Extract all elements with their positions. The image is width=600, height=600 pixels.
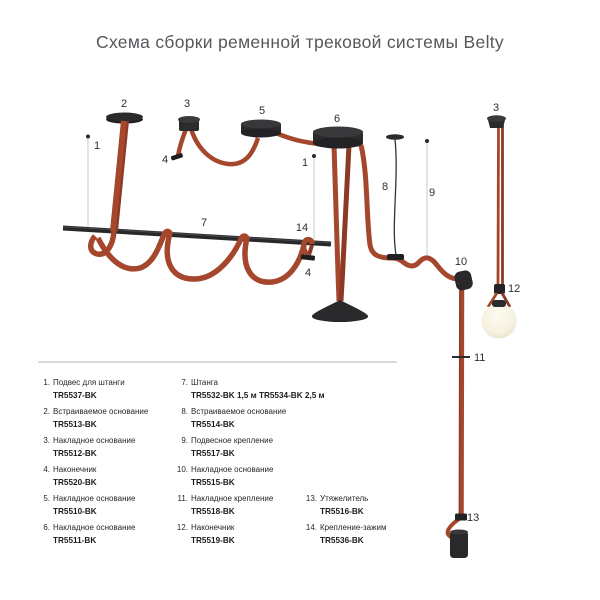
item-name: Накладное основание: [53, 494, 136, 503]
item-code: TR5536-BK: [320, 535, 364, 545]
part-label-4-left: 4: [161, 154, 169, 166]
item-code: TR5513-BK: [53, 419, 97, 429]
cone-body: [312, 300, 368, 322]
legend-item-10: [172, 465, 350, 494]
belt: [276, 133, 318, 144]
legend-item-1: [38, 378, 173, 407]
part-label-9: 9: [428, 187, 436, 199]
page-title: Схема сборки ременной трековой системы Belty: [96, 32, 504, 52]
legend-item-6: [38, 523, 173, 552]
item-name: Накладное крепление: [191, 494, 274, 503]
item-code: TR5516-BK: [320, 506, 364, 516]
item-name: Утяжелитель: [320, 494, 369, 503]
part-label-14: 14: [295, 222, 309, 234]
belt-edge: [459, 288, 460, 516]
base-top: [487, 115, 506, 121]
item-code: TR5537-BK: [53, 390, 97, 400]
surface-base-mid: [241, 120, 318, 145]
part-label-11: 11: [474, 352, 486, 364]
part-label-13: 13: [467, 512, 480, 524]
part-label-10: 10: [454, 256, 468, 268]
item-number: 7.: [181, 378, 188, 387]
item-name: Встраиваемое основание: [53, 407, 149, 416]
item-code: TR5515-BK: [191, 477, 235, 487]
item-code: TR5514-BK: [191, 419, 235, 429]
item-name: Подвесное крепление: [191, 436, 274, 445]
legend-item-5: [38, 494, 173, 523]
item-number: 8.: [181, 407, 188, 416]
belt: [462, 288, 463, 516]
part-label-2: 2: [120, 98, 128, 110]
dark-wire: [394, 139, 396, 255]
part-label-7: 7: [200, 217, 208, 229]
base-top: [178, 116, 200, 123]
item-code: TR5510-BK: [53, 506, 97, 516]
weight-assembly: [448, 514, 468, 559]
item-code: TR5518-BK: [191, 506, 235, 516]
legend-item-4: [38, 465, 173, 494]
ceiling-dot: [86, 135, 90, 139]
part-label-12: 12: [508, 283, 521, 295]
legend-item-2: [38, 407, 173, 436]
legend-item-3: [38, 436, 173, 465]
recessed-base-hanger: [386, 134, 404, 255]
belt: [334, 145, 339, 301]
hanger-fitting: [387, 254, 404, 260]
belt: [341, 145, 349, 301]
belt-strand: [309, 245, 312, 255]
part-label-5: 5: [258, 105, 266, 117]
rod-highlight: [63, 227, 331, 243]
part-label-1-left: 1: [93, 140, 101, 152]
item-number: 9.: [181, 436, 188, 445]
ceiling-dot: [312, 154, 316, 158]
item-name: Накладное основание: [53, 523, 136, 532]
legend-divider: [38, 361, 397, 363]
lamp-tip-clamp: [494, 284, 505, 294]
base-bottom: [241, 129, 281, 138]
item-name: Наконечник: [191, 523, 235, 532]
suspension-wire-left: [86, 135, 90, 232]
lamp-cap: [492, 300, 506, 307]
part-label-3-left: 3: [183, 98, 191, 110]
item-code: TR5512-BK: [53, 448, 97, 458]
weight-cylinder: [450, 531, 468, 558]
belt-strand: [498, 125, 499, 286]
part-label-6: 6: [333, 113, 341, 125]
item-name: Накладное основание: [53, 436, 136, 445]
item-code: TR5532-BK 1,5 м TR5534-BK 2,5 м: [191, 390, 325, 400]
item-number: 6.: [43, 523, 50, 532]
belt: [361, 145, 462, 281]
item-number: 4.: [43, 465, 50, 474]
item-number: 11.: [177, 494, 188, 503]
legend-column-3: [301, 494, 431, 552]
belt-vertical-right: [453, 269, 474, 516]
rod: [63, 228, 331, 244]
weight-top: [450, 530, 468, 535]
surface-base-right: [487, 115, 506, 286]
item-code: TR5511-BK: [53, 535, 97, 545]
item-number: 13.: [305, 494, 317, 503]
clamp: [455, 514, 467, 521]
item-name: Наконечник: [53, 465, 97, 474]
belts-from-main-base: [334, 145, 462, 301]
item-name: Крепление-зажим: [320, 523, 387, 532]
lamp-globe: [482, 304, 517, 339]
part-label-3-right: 3: [492, 102, 500, 114]
legend-item-9: [172, 436, 350, 465]
item-number: 5.: [43, 494, 50, 503]
part-label-4-rod: 4: [304, 267, 312, 279]
ceiling-dot: [425, 139, 429, 143]
item-code: TR5520-BK: [53, 477, 97, 487]
item-name: Накладное основание: [191, 465, 274, 474]
item-number: 2.: [43, 407, 50, 416]
item-code: TR5519-BK: [191, 535, 235, 545]
recessed-disc: [386, 134, 404, 140]
rod-end-tip: [301, 254, 315, 260]
belt-strand: [178, 129, 186, 156]
legend-item-14: [301, 523, 431, 552]
wall-base: [453, 269, 474, 291]
item-number: 10.: [176, 465, 188, 474]
suspension-wire-mid: [312, 154, 316, 240]
base-bottom: [313, 138, 363, 149]
legend-item-13: [301, 494, 431, 523]
disc: [106, 113, 143, 122]
item-code: TR5517-BK: [191, 448, 235, 458]
cone-shade: [312, 300, 368, 322]
base-top: [241, 120, 281, 129]
item-number: 1.: [43, 378, 50, 387]
base-top: [313, 127, 363, 138]
track-rod: [63, 227, 331, 244]
part-label-1-mid: 1: [301, 157, 309, 169]
item-name: Подвес для штанги: [53, 378, 125, 387]
legend-item-7: [172, 378, 350, 407]
item-number: 12.: [176, 523, 188, 532]
part-label-8: 8: [381, 181, 389, 193]
item-number: 14.: [305, 523, 317, 532]
legend-column-1: [38, 378, 173, 552]
item-number: 3.: [43, 436, 50, 445]
item-name: Встраиваемое основание: [191, 407, 287, 416]
surface-base-main: [313, 127, 363, 149]
item-name: Штанга: [191, 378, 218, 387]
legend-item-8: [172, 407, 350, 436]
